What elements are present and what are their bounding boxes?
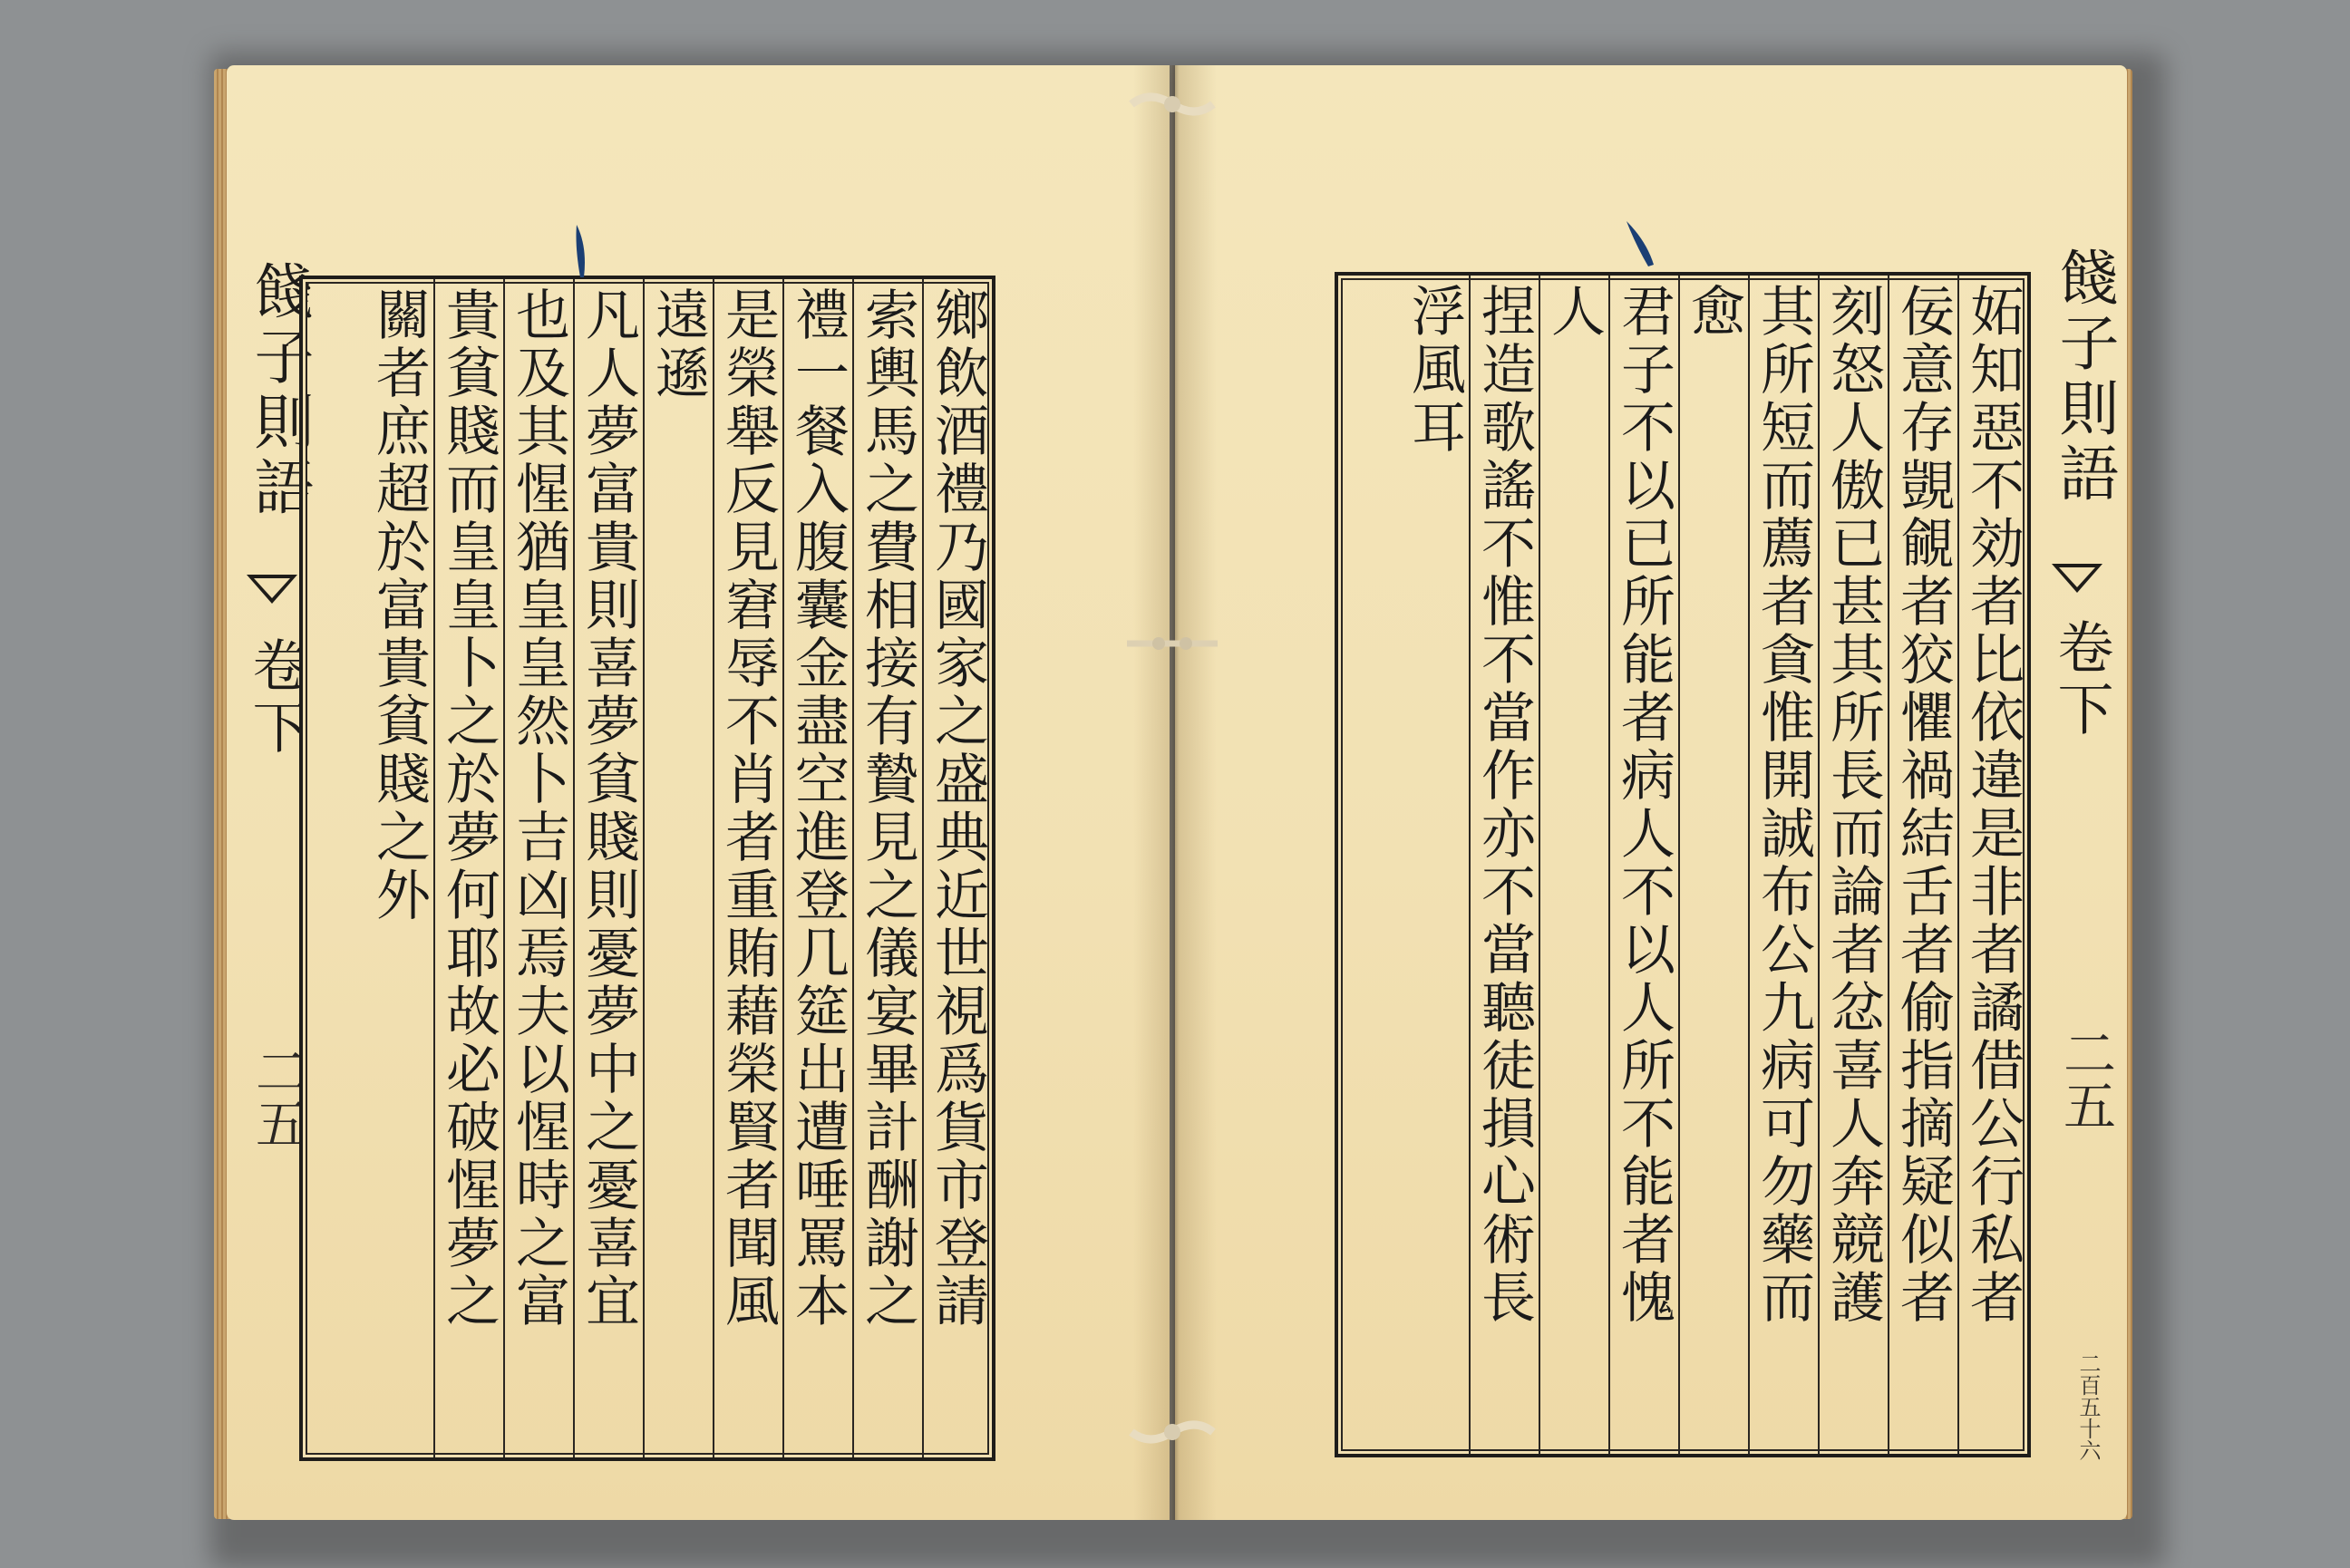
right-text-frame xyxy=(1335,272,2031,1457)
left-column-8: 貴貧賤而皇皇卜之於夢何耶故必破惺夢之 xyxy=(433,279,503,1457)
binding-thread-top xyxy=(1122,86,1222,122)
right-column-1: 妬知惡不効者比依違是非者譎借公行私者 xyxy=(1957,276,2027,1454)
left-text-frame xyxy=(299,276,995,1461)
right-bookmark-ribbon xyxy=(1623,218,1659,272)
right-column-8: 捏造歌謠不惟不當作亦不當聽徒損心術長 xyxy=(1469,276,1539,1454)
right-page-number: 二五 xyxy=(2054,1026,2116,1131)
binding-thread-middle xyxy=(1122,625,1222,662)
left-column-2: 索輿馬之費相接有贄見之儀宴畢計酬謝之 xyxy=(852,279,922,1457)
binding-thread-bottom xyxy=(1122,1414,1222,1450)
left-column-9: 關者庶超於富貴貧賤之外 xyxy=(367,286,431,924)
left-banxin-title: 餞子則語 xyxy=(244,260,314,521)
right-text-columns xyxy=(1338,276,2027,1454)
left-page xyxy=(227,65,1170,1520)
right-column-2: 佞意存覬覦者狡懼禍結舌者偷指摘疑似者 xyxy=(1888,276,1957,1454)
binding-gutter xyxy=(1133,65,1217,1520)
right-column-4: 其所短而薦者貪惟開誠布公九病可勿藥而 xyxy=(1748,276,1818,1454)
left-page-number: 二五 xyxy=(247,1044,308,1149)
left-column-7: 也及其惺猶皇皇然卜吉凶焉夫以惺時之富 xyxy=(503,279,573,1457)
right-column-5: 愈 xyxy=(1678,276,1748,1454)
left-bookmark-ribbon xyxy=(564,225,600,279)
left-column-4: 是榮舉反見窘辱不肖者重賄藉榮賢者聞風 xyxy=(713,279,782,1457)
right-page xyxy=(1175,65,2127,1520)
left-column-1: 鄉飲酒禮乃國家之盛典近世視爲貨市登請 xyxy=(922,279,992,1457)
right-column-6: 君子不以已所能者病人不以人所不能者愧 xyxy=(1608,276,1678,1454)
left-column-6: 凡人夢富貴則喜夢貧賤則憂夢中之憂喜宜 xyxy=(573,279,643,1457)
right-column-9: 浮風耳 xyxy=(1403,283,1466,457)
left-banxin-volume: 卷下 xyxy=(243,636,309,760)
right-column-3: 刻怒人傲已甚其所長而論者忿喜人奔競護 xyxy=(1818,276,1888,1454)
left-column-5: 遠遜 xyxy=(643,279,713,1457)
left-column-3: 禮一餐入腹囊金盡空進登几筵出遭唾罵本 xyxy=(782,279,852,1457)
right-column-7: 人 xyxy=(1539,276,1608,1454)
right-fish-tail-mark xyxy=(2050,562,2104,595)
left-text-columns xyxy=(303,279,992,1457)
right-banxin-volume: 卷下 xyxy=(2048,618,2114,741)
folio-stamp: 二百五十六 xyxy=(2075,1352,2101,1461)
left-fish-tail-mark xyxy=(245,573,299,605)
right-banxin-title: 餞子則語 xyxy=(2049,247,2119,508)
